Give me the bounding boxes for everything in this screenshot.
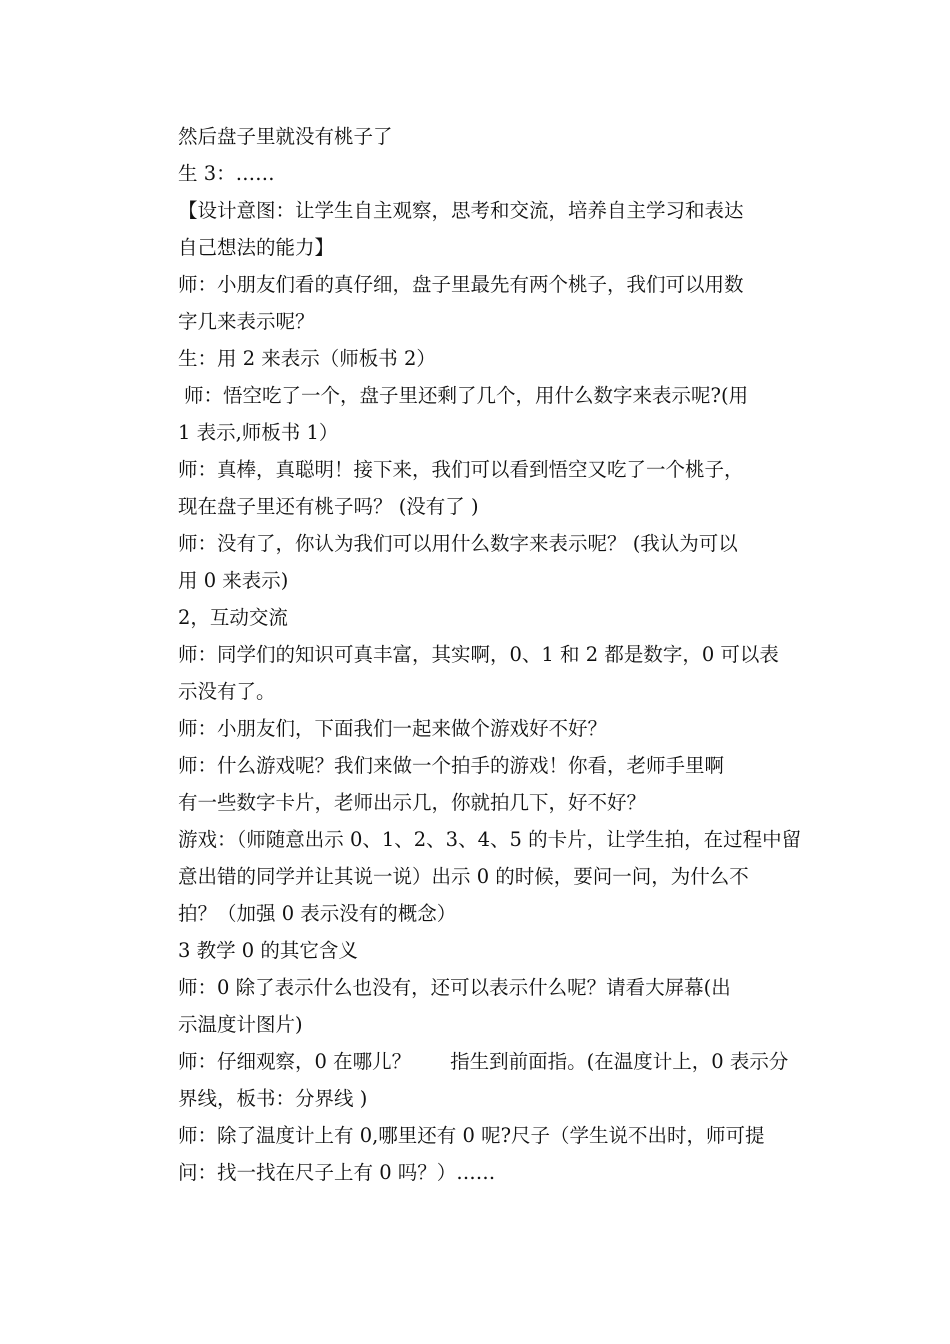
text-line: 问：找一找在尺子上有 0 吗？）…… — [178, 1161, 496, 1184]
text-line: 示没有了。 — [178, 680, 276, 703]
text-line: 师：小朋友们看的真仔细，盘子里最先有两个桃子，我们可以用数 — [178, 273, 744, 296]
section-heading: 2，互动交流 — [178, 606, 288, 629]
section-heading: 3 教学 0 的其它含义 — [178, 939, 358, 962]
text-line: 自己想法的能力】 — [178, 236, 335, 259]
text-line: 拍？（加强 0 表示没有的概念） — [178, 902, 457, 925]
text-line: 游戏：（师随意出示 0、1、2、3、4、5 的卡片，让学生拍，在过程中留 — [178, 828, 802, 851]
text-line: 有一些数字卡片，老师出示几，你就拍几下，好不好？ — [178, 791, 647, 814]
text-line: 师：仔细观察，0 在哪儿？ 指生到前面指。(在温度计上，0 表示分 — [178, 1050, 789, 1073]
text-line: 现在盘子里还有桃子吗？ (没有了 ) — [178, 495, 479, 518]
text-line: 1 表示,师板书 1） — [178, 421, 339, 444]
text-line: 示温度计图片) — [178, 1013, 303, 1036]
text-line: 界线，板书：分界线 ) — [178, 1087, 368, 1110]
text-line: 然后盘子里就没有桃子了 — [178, 125, 393, 148]
text-line: 生：用 2 来表示（师板书 2） — [178, 347, 436, 370]
text-line: 师：没有了，你认为我们可以用什么数字来表示呢？ (我认为可以 — [178, 532, 738, 555]
text-line: 师：悟空吃了一个，盘子里还剩了几个，用什么数字来表示呢?(用 — [184, 384, 749, 407]
text-line: 用 0 来表示) — [178, 569, 289, 592]
text-line: 师：0 除了表示什么也没有，还可以表示什么呢？请看大屏幕(出 — [178, 976, 731, 999]
text-line: 师：除了温度计上有 0,哪里还有 0 呢?尺子（学生说不出时，师可提 — [178, 1124, 765, 1147]
text-line: 【设计意图：让学生自主观察，思考和交流，培养自主学习和表达 — [178, 199, 744, 222]
text-line: 意出错的同学并让其说一说）出示 0 的时候，要问一问，为什么不 — [178, 865, 749, 888]
text-line: 师：真棒，真聪明！接下来，我们可以看到悟空又吃了一个桃子， — [178, 458, 744, 481]
text-line: 师：小朋友们，下面我们一起来做个游戏好不好？ — [178, 717, 608, 740]
text-line: 生 3：…… — [178, 162, 275, 185]
text-line: 师：什么游戏呢？我们来做一个拍手的游戏！你看，老师手里啊 — [178, 754, 725, 777]
text-line: 字几来表示呢？ — [178, 310, 315, 333]
text-line: 师：同学们的知识可真丰富，其实啊，0、1 和 2 都是数字，0 可以表 — [178, 643, 779, 666]
document-body — [178, 118, 812, 1191]
